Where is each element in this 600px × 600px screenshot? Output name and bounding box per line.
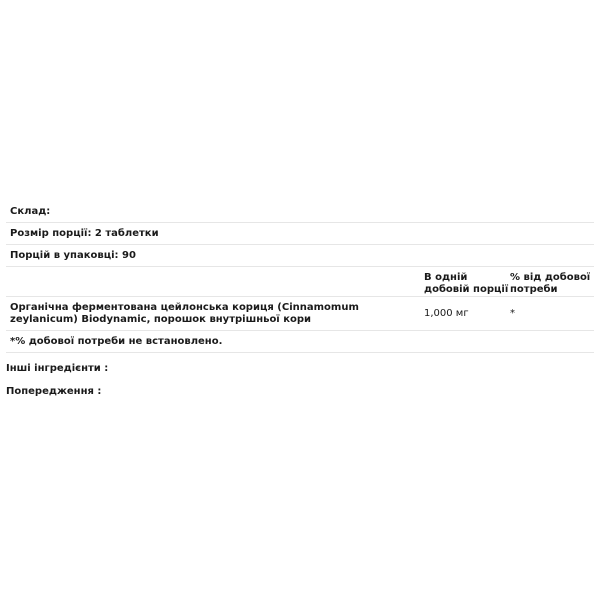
header-amount-per-serving: В одній добовій порції xyxy=(424,272,509,295)
serving-size-row xyxy=(6,223,594,245)
table-header-row xyxy=(6,267,594,297)
table-row xyxy=(6,297,594,331)
servings-per-container-row xyxy=(6,245,594,267)
other-ingredients-label: Інші інгредієнти : xyxy=(6,363,109,374)
footnote-row xyxy=(6,331,594,353)
ingredient-amount: 1,000 мг xyxy=(424,307,469,319)
composition-label: Склад: xyxy=(10,205,51,217)
ingredient-daily-value: * xyxy=(510,307,515,319)
warnings-label: Попередження : xyxy=(6,386,102,397)
serving-size: Розмір порції: 2 таблетки xyxy=(10,227,159,239)
footnote: *% добової потреби не встановлено. xyxy=(10,335,223,347)
header-daily-value: % від добової потреби xyxy=(510,272,591,295)
servings-per-container: Порцій в упаковці: 90 xyxy=(10,249,136,261)
ingredient-name: Органічна ферментована цейлонська кориця (Cinnamomum zeylanicum) Biodynamic, порошок внутрішньої кори xyxy=(10,301,359,325)
composition-row xyxy=(6,201,594,223)
supplement-facts-table xyxy=(6,201,594,353)
